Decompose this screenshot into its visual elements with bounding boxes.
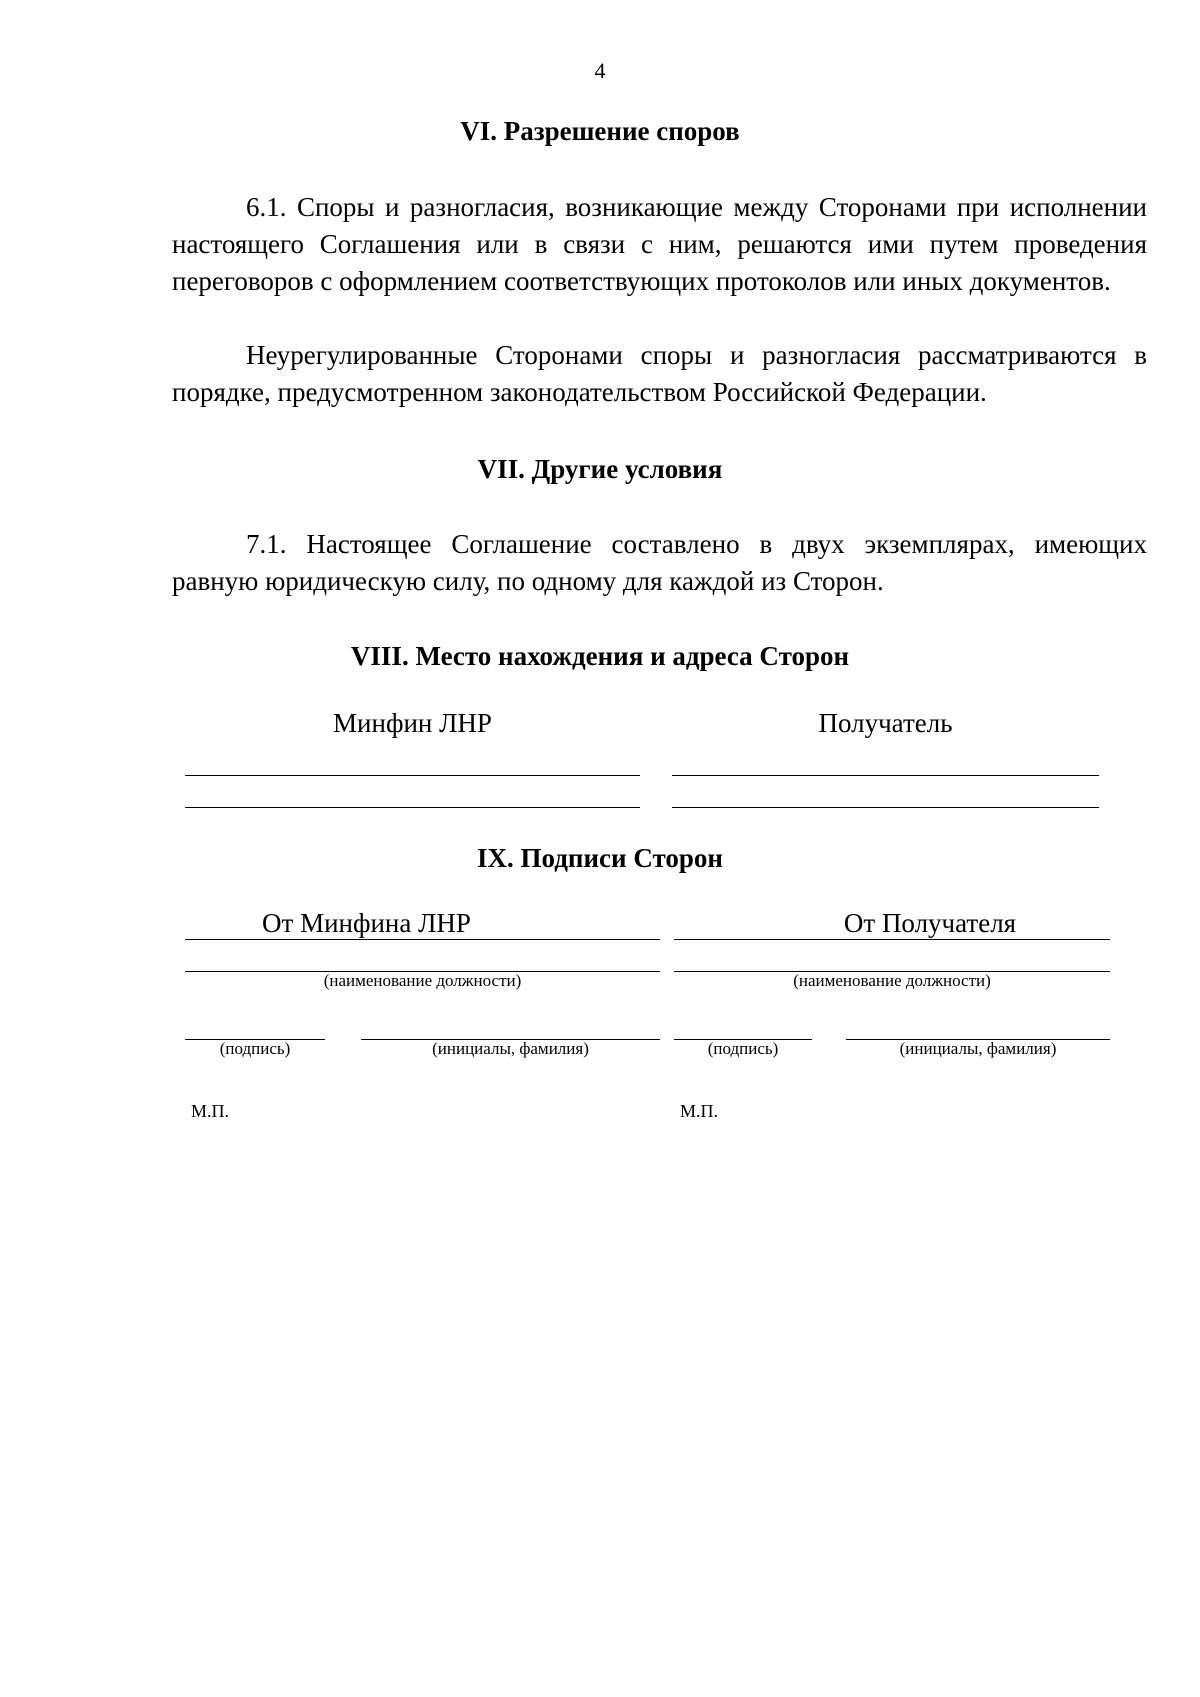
address-left-party-title: Минфин ЛНР [333, 708, 492, 738]
section-7-heading: VII. Другие условия [477, 454, 723, 484]
signature-right-position-caption: (наименование должности) [793, 971, 991, 990]
signature-left-stamp: М.П. [191, 1101, 230, 1121]
page-number: 4 [594, 58, 606, 83]
signature-right-title-line [674, 939, 1110, 940]
section-9-heading: IX. Подписи Сторон [477, 843, 723, 873]
signature-right-stamp: М.П. [680, 1101, 719, 1121]
address-right-line-1 [672, 775, 1099, 776]
address-right-party-title: Получатель [818, 708, 953, 738]
section-7-paragraph-1: 7.1. Настоящее Соглашение составлено в двух экземплярах, имеющих равную юридическую силу, по одному для каждой из Сторон. [172, 529, 1147, 596]
address-left-line-2 [185, 807, 640, 808]
address-left-line-1 [185, 775, 640, 776]
signature-left-position-caption: (наименование должности) [323, 971, 522, 990]
section-6-paragraph-1: 6.1. Споры и разногласия, возникающие между Сторонами при исполнении настоящего Соглашения или в связи с ним, решаются ими путем проведения переговоров с оформлением соответствующих протоколов или иных документов. [172, 192, 1147, 296]
signature-right-name-caption: (инициалы, фамилия) [899, 1039, 1057, 1058]
signature-left-party-title: От Минфина ЛНР [262, 908, 471, 938]
section-6-heading: VI. Разрешение споров [460, 116, 740, 146]
address-right-line-2 [672, 807, 1099, 808]
signature-left-name-caption: (инициалы, фамилия) [432, 1039, 589, 1058]
signature-left-title-line [185, 939, 660, 940]
signature-left-sign-caption: (подпись) [219, 1039, 291, 1058]
section-6-paragraph-2: Неурегулированные Сторонами споры и разногласия рассматриваются в порядке, предусмотренном законодательством Российской Федерации. [172, 340, 1147, 407]
signature-right-sign-caption: (подпись) [707, 1039, 779, 1058]
section-8-heading: VIII. Место нахождения и адреса Сторон [350, 641, 850, 671]
signature-right-party-title: От Получателя [843, 908, 1017, 938]
